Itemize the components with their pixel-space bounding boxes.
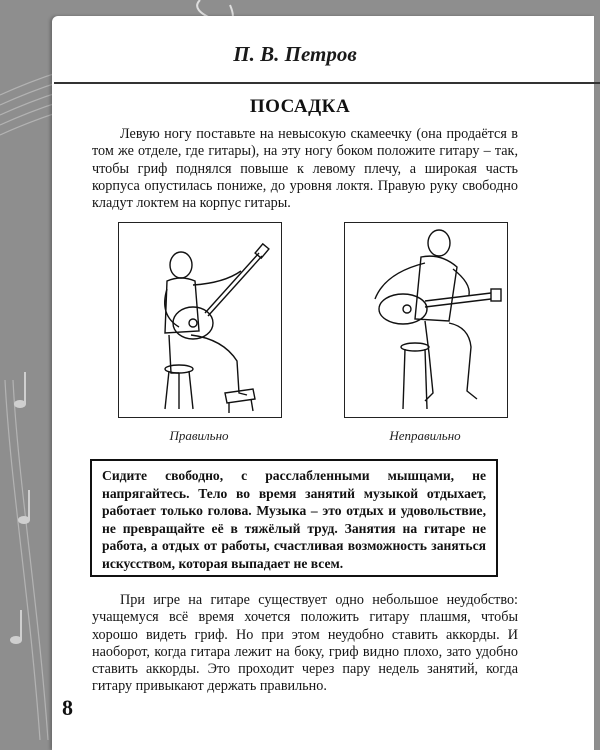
- page-number: 8: [62, 695, 73, 720]
- guitarist-incorrect-illustration: [345, 223, 507, 417]
- guitarist-correct-illustration: [119, 223, 281, 417]
- header-author: П. В. Петров: [233, 42, 357, 66]
- advice-note-box: [90, 459, 498, 577]
- header-rule: [54, 82, 600, 84]
- caption-incorrect: Неправильно: [389, 428, 461, 443]
- figure-incorrect-posture: [344, 222, 508, 418]
- intro-paragraph: Левую ногу поставьте на невысокую скамеечку (она продаётся в том же отделе, где гитары), на эту ногу боком положите гитару – так, чтобы гриф поднялся повыше к левому плечу, а широкая часть корпуса опустилась пониже, до уровня локтя. Правую руку свободно кладут локтем на корпус гитары.: [92, 126, 518, 212]
- closing-paragraph: При игре на гитаре существует одно небольшое неудобство: учащемуся всё время хочется положить гитару плашмя, чтобы хорошо видеть гриф. Но при этом неудобно ставить аккорды. И наоборот, когда гитара лежит на боку, гриф видно плохо, зато удобно ставить аккорды. Это проходит через пару недель занятий, когда гитару привыкают держать правильно.: [92, 592, 518, 695]
- caption-correct: Правильно: [169, 428, 229, 443]
- advice-note-text: Сидите свободно, с расслабленными мышцами, не напрягайтесь. Тело во время занятий музыкой отдыхает, работает только голова. Музыка – это отдых и удовольствие, не превращайте её в тяжёлый труд. Занятия на гитаре не работа, а отдых от работы, счастливая возможность заняться искусством, которая выпадает не всем.: [102, 468, 486, 571]
- section-title: ПОСАДКА: [249, 96, 351, 117]
- figure-correct-posture: [118, 222, 282, 418]
